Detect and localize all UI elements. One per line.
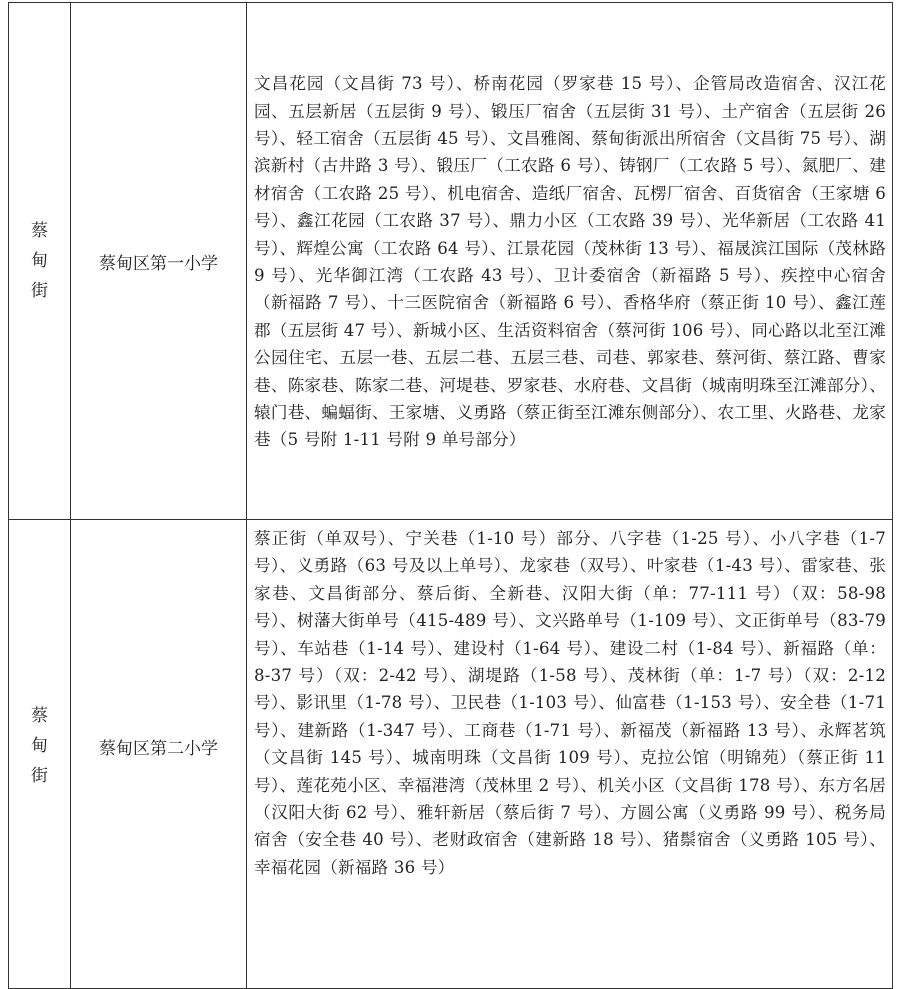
street-cell bbox=[9, 3, 71, 520]
school-cell bbox=[71, 3, 247, 520]
enrollment-area-cell bbox=[247, 3, 893, 520]
table-row bbox=[9, 520, 893, 989]
school-name: 蔡甸区第一小学 bbox=[99, 253, 218, 274]
school-zone-table bbox=[8, 2, 893, 989]
table-row bbox=[9, 3, 893, 520]
street-name: 蔡甸街 bbox=[31, 706, 48, 786]
school-name: 蔡甸区第二小学 bbox=[99, 738, 218, 759]
school-cell bbox=[71, 520, 247, 989]
enrollment-area-cell bbox=[247, 520, 893, 989]
enrollment-area-text: 蔡正街（单双号）、宁关巷（1-10 号）部分、八字巷（1-25 号）、小八字巷（1-7 号）、义勇路（63 号及以上单号）、龙家巷（双号）、叶家巷（1-43 号）、雷家巷、张家巷、文昌街部分、蔡后街、全新巷、汉阳大街（单：77-111 号）（双：58-98 号）、树藩大街单号（415-489 号）、文兴路单号（1-109 号）、文正街单号（83-79 号）、车站巷（1-14 号）、建设村（1-64 号）、建设二村（1-84 号）、新福路（单：8-37 号）（双：2-42 号）、湖堤路（1-58 号）、茂林街（单：1-7 号）（双：2-12 号）、影讯里（1-78 号）、卫民巷（1-103 号）、仙富巷（1-153 号）、安全巷（1-71 号）、建新路（1-347 号）、工商巷（1-71 号）、新福茂（新福路 13 号）、永辉茗筑（文昌街 145 号）、城南明珠（文昌街 109 号）、克拉公馆（明锦苑）（蔡正街 11 号）、莲花苑小区、幸福港湾（茂林里 2 号）、机关小区（文昌街 178 号）、东方名居（汉阳大街 62 号）、雅轩新居（蔡后街 7 号）、方圆公寓（义勇路 99 号）、税务局宿舍（安全巷 40 号）、老财政宿舍（建新路 18 号）、猪鬃宿舍（义勇路 105 号）、幸福花园（新福路 36 号） bbox=[254, 529, 886, 877]
street-cell bbox=[9, 520, 71, 989]
enrollment-area-text: 文昌花园（文昌街 73 号）、桥南花园（罗家巷 15 号）、企管局改造宿舍、汉江花园、五层新居（五层街 9 号）、锻压厂宿舍（五层街 31 号）、土产宿舍（五层街 26 号）、轻工宿舍（五层街 45 号）、文昌雅阁、蔡甸街派出所宿舍（文昌街 75 号）、湖滨新村（古井路 3 号）、锻压厂（工农路 6 号）、铸钢厂（工农路 5 号）、氮肥厂、建材宿舍（工农路 25 号）、机电宿舍、造纸厂宿舍、瓦楞厂宿舍、百货宿舍（王家塘 6 号）、鑫江花园（工农路 37 号）、鼎力小区（工农路 39 号）、光华新居（工农路 41 号）、辉煌公寓（工农路 64 号）、江景花园（茂林街 13 号）、福晟滨江国际（茂林路 9 号）、光华御江湾（工农路 43 号）、卫计委宿舍（新福路 5 号）、疾控中心宿舍（新福路 7 号）、十三医院宿舍（新福路 6 号）、香格华府（蔡正街 10 号）、鑫江莲郡（五层街 47 号）、新城小区、生活资料宿舍（蔡河街 106 号）、同心路以北至江滩公园住宅、五层一巷、五层二巷、五层三巷、司巷、郭家巷、蔡河街、蔡江路、曹家巷、陈家巷、陈家二巷、河堤巷、罗家巷、水府巷、文昌街（城南明珠至江滩部分）、辕门巷、蝙蝠街、王家塘、义勇路（蔡正街至江滩东侧部分）、农工里、火路巷、龙家巷（5 号附 1-11 号附 9 单号部分） bbox=[254, 74, 886, 450]
street-name: 蔡甸街 bbox=[31, 221, 48, 301]
